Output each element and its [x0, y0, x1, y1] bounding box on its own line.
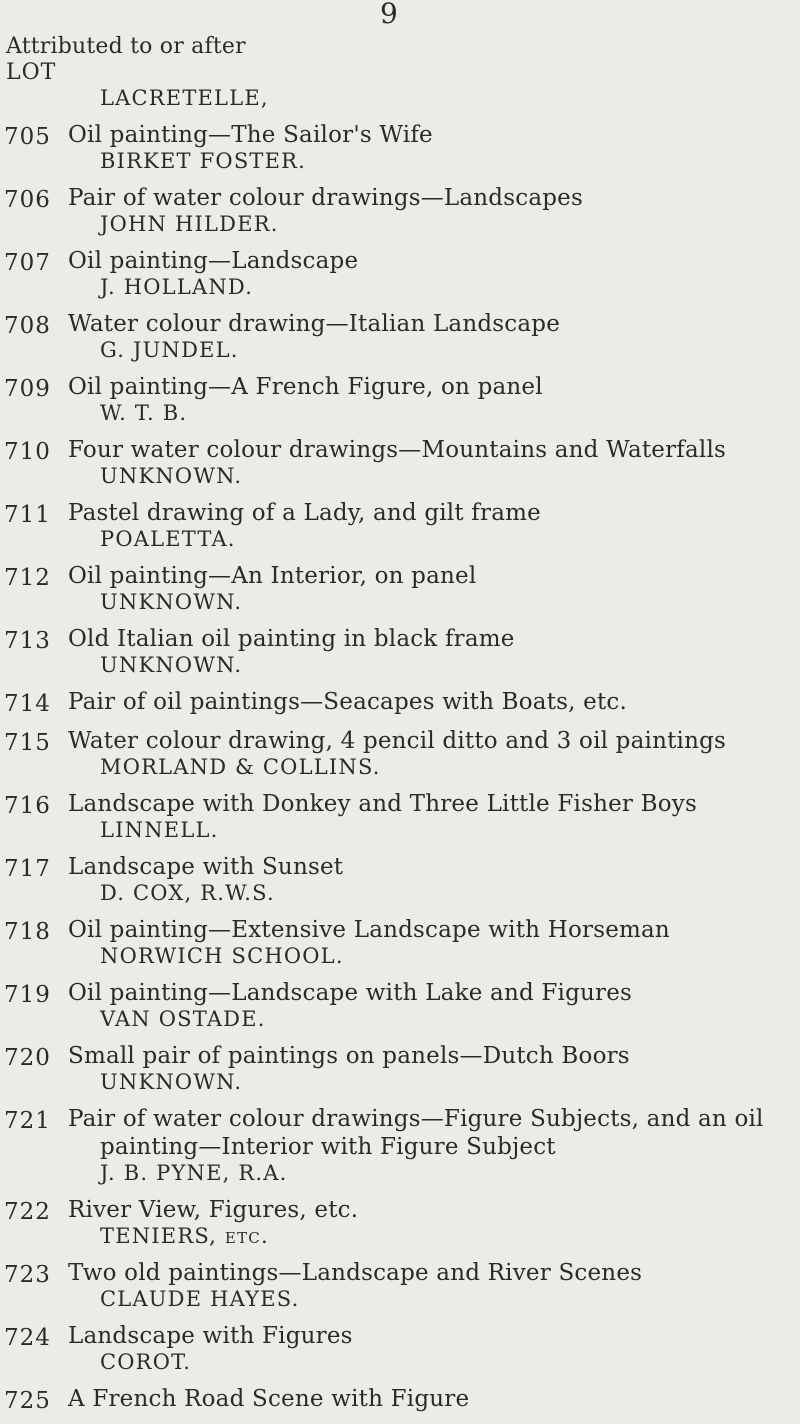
- lot-artist: TENIERS, etc.: [100, 1224, 269, 1248]
- lot-entry: [0, 562, 800, 614]
- lot-artist: UNKNOWN.: [100, 653, 243, 677]
- lot-entry: [0, 436, 800, 488]
- lot-preface: [0, 86, 800, 110]
- lot-number: 718: [4, 919, 51, 945]
- lot-entry: [0, 1196, 800, 1248]
- lot-entry: [0, 373, 800, 425]
- lot-number: 721: [4, 1108, 51, 1134]
- lot-number: 712: [4, 565, 51, 591]
- lot-description: Oil painting—A French Figure, on panel: [68, 374, 543, 400]
- lot-entry: [0, 688, 800, 716]
- lot-artist: COROT.: [100, 1350, 192, 1374]
- lot-artist: VAN OSTADE.: [100, 1007, 266, 1031]
- lot-artist: D. COX, R.W.S.: [100, 881, 275, 905]
- lot-number: 707: [4, 250, 51, 276]
- lot-description: Oil painting—Landscape with Lake and Figures: [68, 980, 633, 1006]
- lot-entry: [0, 310, 800, 362]
- lot-entry: [0, 499, 800, 551]
- lot-description: Oil painting—Landscape: [68, 248, 359, 274]
- lot-artist: NORWICH SCHOOL.: [100, 944, 344, 968]
- lot-description: A French Road Scene with Figure: [68, 1386, 470, 1412]
- lot-number: 709: [4, 376, 51, 402]
- lot-entry: [0, 916, 800, 968]
- lot-entry: [0, 1042, 800, 1094]
- section-heading: Attributed to or after: [6, 34, 246, 59]
- lot-description: Old Italian oil painting in black frame: [68, 626, 515, 652]
- lot-entry: [0, 184, 800, 236]
- lot-description: Water colour drawing—Italian Landscape: [68, 311, 561, 337]
- lot-artist: J. HOLLAND.: [100, 275, 254, 299]
- lot-artist: UNKNOWN.: [100, 464, 243, 488]
- lot-artist: LACRETELLE,: [100, 86, 269, 110]
- lot-entry: [0, 1385, 800, 1413]
- lot-number: 708: [4, 313, 51, 339]
- lot-artist: POALETTA.: [100, 527, 236, 551]
- lot-artist: MORLAND & COLLINS.: [100, 755, 381, 779]
- lot-artist: G. JUNDEL.: [100, 338, 239, 362]
- lot-description: Landscape with Figures: [68, 1323, 353, 1349]
- lot-description: River View, Figures, etc.: [68, 1197, 359, 1223]
- lot-entry: [0, 727, 800, 779]
- lot-entry: [0, 247, 800, 299]
- lot-entry: [0, 979, 800, 1031]
- lot-number: 722: [4, 1199, 51, 1225]
- lot-list: [0, 86, 800, 1424]
- lot-description: Landscape with Sunset: [68, 854, 344, 880]
- page-number: 9: [380, 0, 398, 30]
- lot-number: 714: [4, 691, 51, 717]
- lot-number: 716: [4, 793, 51, 819]
- lot-description: Two old paintings—Landscape and River Scenes: [68, 1260, 643, 1286]
- lot-description: Pair of water colour drawings—Figure Subjects, and an oil: [68, 1106, 764, 1132]
- lot-number: 725: [4, 1388, 51, 1414]
- lot-entry: [0, 790, 800, 842]
- lot-description: Water colour drawing, 4 pencil ditto and 3 oil paintings: [68, 728, 727, 754]
- lot-entry: [0, 853, 800, 905]
- lot-artist: W. T. B.: [100, 401, 188, 425]
- lot-description: Oil painting—An Interior, on panel: [68, 563, 477, 589]
- lot-column-heading: LOT: [6, 60, 57, 85]
- lot-description: Landscape with Donkey and Three Little Fisher Boys: [68, 791, 697, 817]
- lot-entry: [0, 121, 800, 173]
- lot-description: Small pair of paintings on panels—Dutch Boors: [68, 1043, 630, 1069]
- lot-entry: [0, 1322, 800, 1374]
- lot-number: 723: [4, 1262, 51, 1288]
- lot-number: 710: [4, 439, 51, 465]
- lot-number: 711: [4, 502, 51, 528]
- lot-number: 705: [4, 124, 51, 150]
- lot-artist: J. B. PYNE, R.A.: [100, 1161, 288, 1185]
- lot-artist: LINNELL.: [100, 818, 219, 842]
- lot-artist: UNKNOWN.: [100, 1070, 243, 1094]
- lot-description: Pastel drawing of a Lady, and gilt frame: [68, 500, 541, 526]
- lot-description-continued: painting—Interior with Figure Subject: [100, 1134, 556, 1160]
- lot-number: 715: [4, 730, 51, 756]
- lot-entry: [0, 1105, 800, 1185]
- lot-description: Oil painting—The Sailor's Wife: [68, 122, 433, 148]
- lot-number: 706: [4, 187, 51, 213]
- lot-number: 719: [4, 982, 51, 1008]
- lot-description: Four water colour drawings—Mountains and Waterfalls: [68, 437, 727, 463]
- lot-number: 713: [4, 628, 51, 654]
- lot-description: Oil painting—Extensive Landscape with Horseman: [68, 917, 670, 943]
- lot-entries: [0, 121, 800, 1413]
- lot-entry: [0, 625, 800, 677]
- lot-artist: BIRKET FOSTER.: [100, 149, 307, 173]
- lot-entry: [0, 1259, 800, 1311]
- lot-number: 720: [4, 1045, 51, 1071]
- lot-artist: UNKNOWN.: [100, 590, 243, 614]
- lot-description: Pair of water colour drawings—Landscapes: [68, 185, 583, 211]
- lot-number: 724: [4, 1325, 51, 1351]
- lot-artist: CLAUDE HAYES.: [100, 1287, 300, 1311]
- lot-artist: JOHN HILDER.: [100, 212, 279, 236]
- lot-description: Pair of oil paintings—Seacapes with Boats, etc.: [68, 689, 628, 715]
- lot-number: 717: [4, 856, 51, 882]
